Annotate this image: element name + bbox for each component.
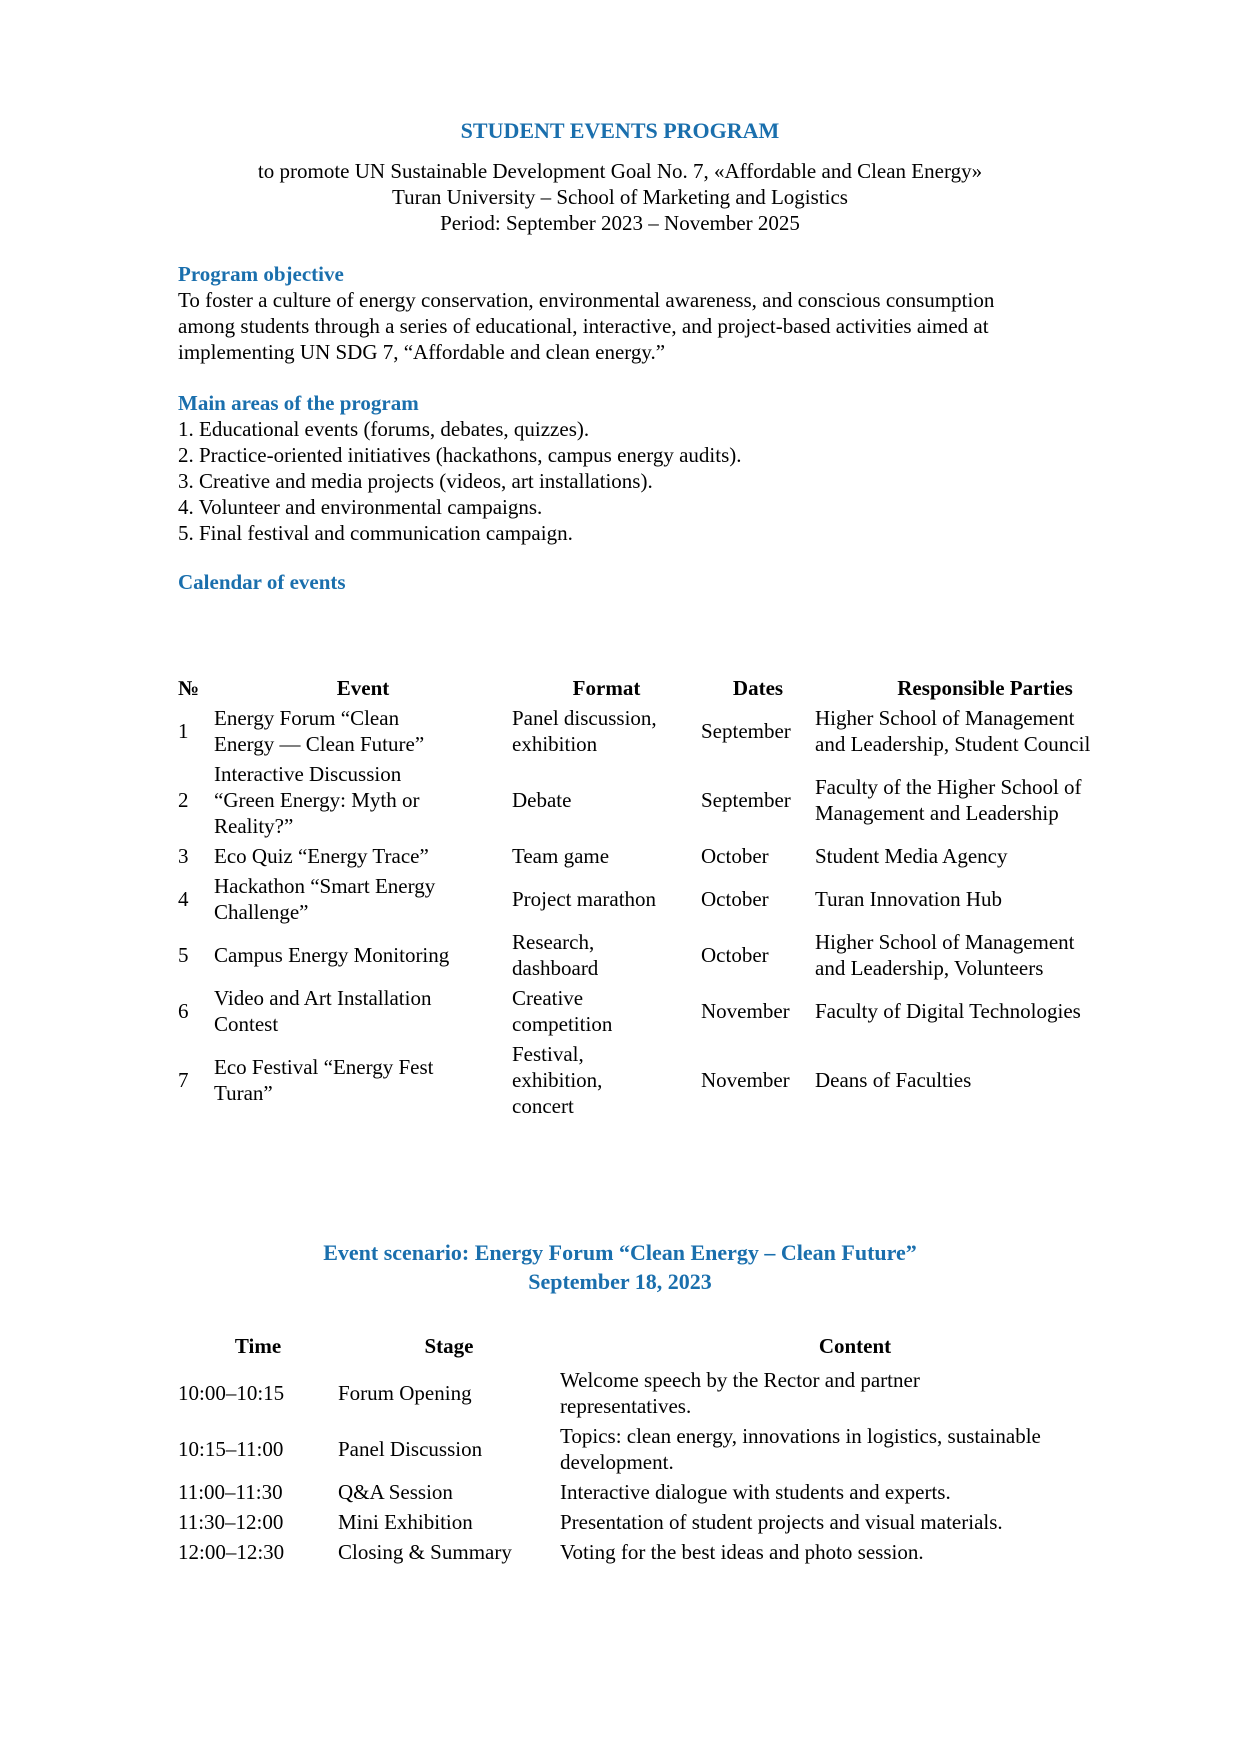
event-number: 5 — [178, 943, 189, 967]
event-format-line: Research, — [512, 930, 595, 954]
event-responsible — [815, 1039, 1155, 1121]
event-format — [512, 841, 701, 871]
objective-section — [178, 261, 1168, 365]
column-header-stage: Stage — [424, 1334, 474, 1358]
scenario-time: 11:00–11:30 — [178, 1480, 283, 1504]
event-number: 2 — [178, 788, 189, 812]
scenario-content — [560, 1507, 1150, 1537]
event-format-line: Panel discussion, — [512, 706, 657, 730]
event-responsible-line: Faculty of Digital Technologies — [815, 999, 1081, 1023]
event-name — [214, 759, 512, 841]
calendar-row — [178, 871, 1155, 927]
event-name-line: Challenge” — [214, 900, 309, 924]
scenario-content-line: Voting for the best ideas and photo session. — [560, 1540, 924, 1564]
areas-item: 2. Practice-oriented initiatives (hackathons, campus energy audits). — [178, 443, 742, 467]
subtitle-line: to promote UN Sustainable Development Goal No. 7, «Affordable and Clean Energy» — [257, 159, 983, 183]
event-name-line: Eco Quiz “Energy Trace” — [214, 844, 429, 868]
scenario-content — [560, 1421, 1150, 1477]
scenario-date: September 18, 2023 — [528, 1269, 712, 1294]
calendar-row — [178, 841, 1155, 871]
scenario-content — [560, 1365, 1150, 1421]
event-format-line: exhibition, — [512, 1068, 603, 1092]
column-header-number: № — [178, 676, 200, 700]
calendar-body — [178, 703, 1155, 1121]
event-number: 4 — [178, 887, 189, 911]
subtitle-line: Turan University – School of Marketing and Logistics — [392, 185, 848, 209]
column-header-event: Event — [336, 676, 390, 700]
event-format-line: Team game — [512, 844, 610, 868]
scenario-content-line: representatives. — [560, 1394, 692, 1418]
scenario-body — [178, 1365, 1150, 1567]
objective-line: among students through a series of educational, interactive, and project-based activities aimed at — [178, 314, 989, 338]
scenario-row — [178, 1537, 1150, 1567]
scenario-row — [178, 1421, 1150, 1477]
event-dates: October — [701, 887, 769, 911]
event-format — [512, 759, 701, 841]
event-name — [214, 1039, 512, 1121]
event-name-line: Campus Energy Monitoring — [214, 943, 450, 967]
column-header-dates: Dates — [732, 676, 784, 700]
event-dates: September — [701, 719, 791, 743]
scenario-title: Event scenario: Energy Forum “Clean Energy – Clean Future” — [323, 1240, 917, 1265]
areas-section — [178, 390, 1168, 546]
event-format — [512, 1039, 701, 1121]
calendar-section — [178, 569, 1168, 595]
event-name-line: Video and Art Installation — [214, 986, 432, 1010]
document-title: STUDENT EVENTS PROGRAM — [460, 118, 780, 143]
event-responsible-line: Management and Leadership — [815, 801, 1059, 825]
event-number: 6 — [178, 999, 189, 1023]
areas-item: 5. Final festival and communication campaign. — [178, 521, 573, 545]
scenario-stage: Panel Discussion — [338, 1437, 483, 1461]
areas-item: 3. Creative and media projects (videos, art installations). — [178, 469, 653, 493]
event-name-line: Energy Forum “Clean — [214, 706, 400, 730]
event-name-line: Reality?” — [214, 814, 294, 838]
document-subtitle — [0, 158, 1240, 236]
event-name-line: “Green Energy: Myth or — [214, 788, 420, 812]
event-name — [214, 927, 512, 983]
event-name — [214, 703, 512, 759]
event-responsible — [815, 841, 1155, 871]
scenario-content-line: Topics: clean energy, innovations in logistics, sustainable — [560, 1424, 1041, 1448]
scenario-content — [560, 1477, 1150, 1507]
event-dates: October — [701, 844, 769, 868]
calendar-row — [178, 927, 1155, 983]
calendar-row — [178, 983, 1155, 1039]
event-responsible — [815, 871, 1155, 927]
scenario-time: 12:00–12:30 — [178, 1540, 285, 1564]
event-responsible-line: Student Media Agency — [815, 844, 1008, 868]
event-responsible-line: Turan Innovation Hub — [815, 887, 1003, 911]
calendar-row — [178, 759, 1155, 841]
scenario-stage: Mini Exhibition — [338, 1510, 473, 1534]
event-name-line: Contest — [214, 1012, 279, 1036]
column-header-time: Time — [234, 1334, 282, 1358]
event-responsible-line: and Leadership, Volunteers — [815, 956, 1044, 980]
event-responsible — [815, 703, 1155, 759]
event-name-line: Energy — Clean Future” — [214, 732, 425, 756]
event-format-line: Festival, — [512, 1042, 584, 1066]
scenario-row — [178, 1365, 1150, 1421]
event-format — [512, 983, 701, 1039]
event-dates: November — [701, 999, 790, 1023]
event-number: 1 — [178, 719, 189, 743]
event-name — [214, 871, 512, 927]
event-dates: September — [701, 788, 791, 812]
event-number: 7 — [178, 1068, 189, 1092]
calendar-table — [178, 673, 1155, 1121]
event-responsible — [815, 759, 1155, 841]
calendar-heading: Calendar of events — [178, 570, 346, 594]
scenario-time: 10:15–11:00 — [178, 1437, 284, 1461]
event-name-line: Hackathon “Smart Energy — [214, 874, 436, 898]
event-number: 3 — [178, 844, 189, 868]
event-name-line: Turan” — [214, 1081, 273, 1105]
event-format-line: Debate — [512, 788, 572, 812]
calendar-header-row — [178, 673, 1155, 703]
scenario-row — [178, 1507, 1150, 1537]
column-header-content: Content — [818, 1334, 892, 1358]
column-header-format: Format — [572, 676, 641, 700]
scenario-content-line: Welcome speech by the Rector and partner — [560, 1368, 920, 1392]
scenario-table — [178, 1327, 1150, 1567]
event-format-line: exhibition — [512, 732, 598, 756]
event-dates: November — [701, 1068, 790, 1092]
event-format — [512, 927, 701, 983]
objective-line: To foster a culture of energy conservation, environmental awareness, and conscious consumption — [178, 288, 995, 312]
event-responsible-line: Higher School of Management — [815, 706, 1075, 730]
event-responsible-line: Higher School of Management — [815, 930, 1075, 954]
event-format-line: competition — [512, 1012, 613, 1036]
event-responsible-line: and Leadership, Student Council — [815, 732, 1091, 756]
calendar-row — [178, 1039, 1155, 1121]
calendar-row — [178, 703, 1155, 759]
column-header-responsible: Responsible Parties — [897, 676, 1073, 700]
scenario-content-line: Presentation of student projects and visual materials. — [560, 1510, 1003, 1534]
scenario-title-block — [0, 1240, 1240, 1298]
scenario-content-line: Interactive dialogue with students and experts. — [560, 1480, 951, 1504]
event-name — [214, 983, 512, 1039]
scenario-row — [178, 1477, 1150, 1507]
scenario-time: 11:30–12:00 — [178, 1510, 284, 1534]
subtitle-line: Period: September 2023 – November 2025 — [440, 211, 800, 235]
event-name-line: Interactive Discussion — [214, 762, 402, 786]
event-format-line: Project marathon — [512, 887, 657, 911]
objective-heading: Program objective — [178, 262, 344, 286]
scenario-stage: Forum Opening — [338, 1381, 472, 1405]
areas-heading: Main areas of the program — [178, 391, 419, 415]
event-responsible — [815, 983, 1155, 1039]
event-format-line: Creative — [512, 986, 584, 1010]
scenario-stage: Q&A Session — [338, 1480, 453, 1504]
objective-line: implementing UN SDG 7, “Affordable and clean energy.” — [178, 340, 666, 364]
scenario-header-row — [178, 1327, 1150, 1365]
scenario-time: 10:00–10:15 — [178, 1381, 285, 1405]
areas-item: 4. Volunteer and environmental campaigns. — [178, 495, 543, 519]
event-responsible-line: Faculty of the Higher School of — [815, 775, 1082, 799]
scenario-content-line: development. — [560, 1450, 674, 1474]
event-name-line: Eco Festival “Energy Fest — [214, 1055, 434, 1079]
event-dates: October — [701, 943, 769, 967]
event-format — [512, 703, 701, 759]
event-responsible-line: Deans of Faculties — [815, 1068, 972, 1092]
areas-item: 1. Educational events (forums, debates, quizzes). — [178, 417, 590, 441]
event-format-line: dashboard — [512, 956, 599, 980]
scenario-stage: Closing & Summary — [338, 1540, 512, 1564]
scenario-content — [560, 1537, 1150, 1567]
event-name — [214, 841, 512, 871]
event-format — [512, 871, 701, 927]
event-responsible — [815, 927, 1155, 983]
event-format-line: concert — [512, 1094, 574, 1118]
